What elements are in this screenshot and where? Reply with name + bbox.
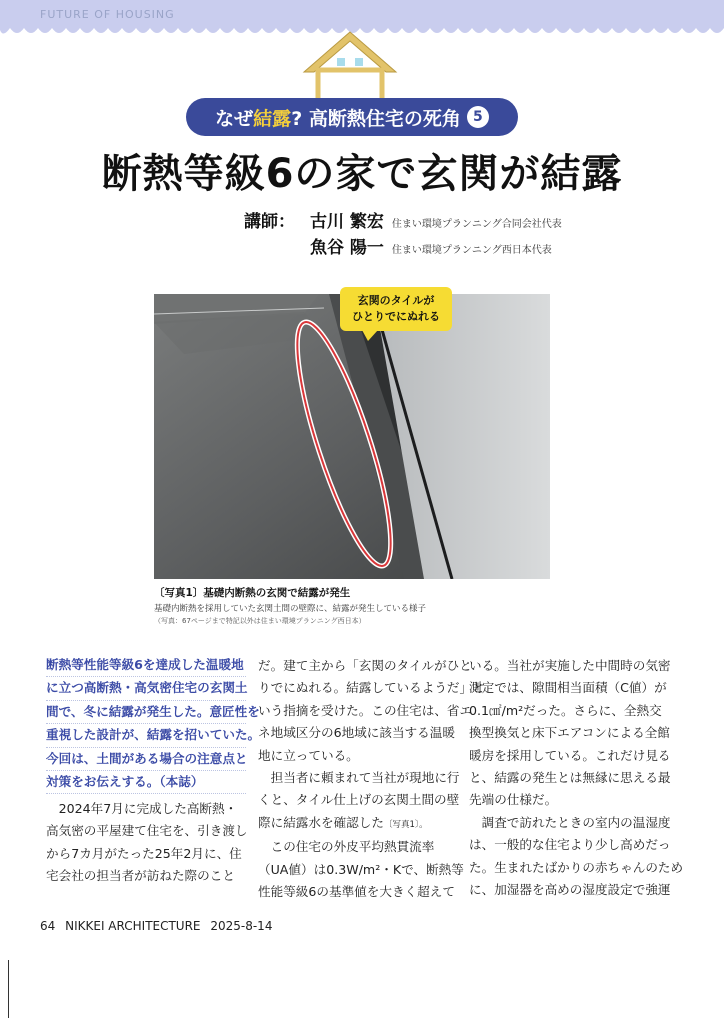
body-line: 性能等級6の基準値を大きく超えて [258,884,455,900]
photo-reference: 〔写真1〕。 [383,819,428,830]
body-line: だ。建て主から「玄関のタイルがひと [258,658,472,673]
body-column-3 [469,655,684,901]
article-headline: 断熱等級6の家で玄関が結露 [101,151,623,197]
body-line: 高気密の平屋建て住宅を、引き渡し [46,823,248,839]
callout-line: 玄関のタイルが [357,294,435,307]
author-name: 古川 繁宏 [310,212,384,232]
author-affiliation: 住まい環境プランニング合同会社代表 [391,219,562,230]
body-line: 2024年7月に完成した高断熱・ [46,801,238,816]
series-title [186,98,518,136]
page-number: 64 [40,919,56,933]
body-line: に、加湿器を高めの湿度設定で強運 [469,882,671,898]
lead-paragraph [46,654,261,794]
body-line [258,812,458,836]
caption-body: 基礎内断熱を採用していた玄関土間の壁際に、結露が発生している様子 [154,604,427,614]
series-title-suffix: ? 高断熱住宅の死角 [291,107,461,130]
lead-line: 断熱等性能等級6を達成した温暖地 [46,654,246,677]
body-line: 0.1㎠/m²だった。さらに、全熱交 [469,702,662,718]
body-line: 宅会社の担当者が訪ねた際のこと [46,868,235,884]
author-row [244,207,562,233]
author-name: 魚谷 陽一 [310,238,384,258]
lead-line: 対策をお伝えする。（本誌） [46,771,246,794]
photo-caption [154,585,574,626]
body-line: 地に立っている。 [258,747,359,763]
body-line: この住宅の外皮平均熱貫流率 [258,839,435,855]
body-line: 測定では、隙間相当面積（C値）が [469,680,667,696]
series-title-highlight: 結露 [253,107,292,130]
body-line: 担当者に頼まれて当社が現地に行 [258,770,460,786]
caption-credit: （写真：67ページまで特記以外は住まい環境プランニング西日本） [154,617,366,625]
series-number-badge: 5 [467,106,489,128]
magazine-name: NIKKEI ARCHITECTURE [65,919,201,933]
body-line: ネ地域区分の6地域に該当する温暖 [258,725,455,741]
issue-date: 2025-8-14 [210,919,273,933]
photo-callout-bubble [340,287,452,331]
body-line: （UA値）は0.3W/m²・Kで、断熱等 [258,861,464,877]
body-line: りでにぬれる。結露しているようだ」と [258,680,485,696]
body-line: は、一般的な住宅より少し高めだっ [469,837,671,853]
lead-line: 今回は、土間がある場合の注意点と [46,748,246,771]
callout-line: ひとりでにぬれる [352,310,440,323]
body-line-text: 際に結露水を確認した [258,814,384,830]
body-line: いう指摘を受けた。この住宅は、省エ [258,702,473,718]
lead-line: に立つ高断熱・高気密住宅の玄関土 [46,677,246,700]
body-line: 暖房を採用している。これだけ見る [469,747,671,763]
author-block [244,207,562,259]
page-footer [40,919,272,933]
body-column-1 [46,798,246,888]
author-affiliation: 住まい環境プランニング西日本代表 [391,245,552,256]
body-line: 換型換気と床下エアコンによる全館 [469,725,670,741]
body-line: いる。当社が実施した中間時の気密 [469,658,671,673]
body-line: た。生まれたばかりの赤ちゃんのため [469,859,684,875]
body-line: 先端の仕様だ。 [469,792,558,808]
margin-rule [8,960,9,1018]
body-line: から7カ月がたった25年2月に、住 [46,845,242,861]
body-column-2 [258,655,485,903]
body-line: くと、タイル仕上げの玄関土間の壁 [258,792,460,808]
series-title-prefix: なぜ [215,107,254,130]
lead-line: 重視した設計が、結露を招いていた。 [46,724,246,747]
lead-line: 間で、冬に結露が発生した。意匠性を [46,701,246,724]
author-row [244,233,562,259]
caption-title: 〔写真1〕基礎内断熱の玄関で結露が発生 [154,587,351,599]
body-line: と、結露の発生とは無縁に思える最 [469,770,671,786]
body-line: 調査で訪れたときの室内の温湿度 [469,814,671,830]
author-label: 講師： [244,212,295,232]
entrance-tile-photo [154,294,550,579]
series-faint-label: FUTURE OF HOUSING [40,8,175,21]
